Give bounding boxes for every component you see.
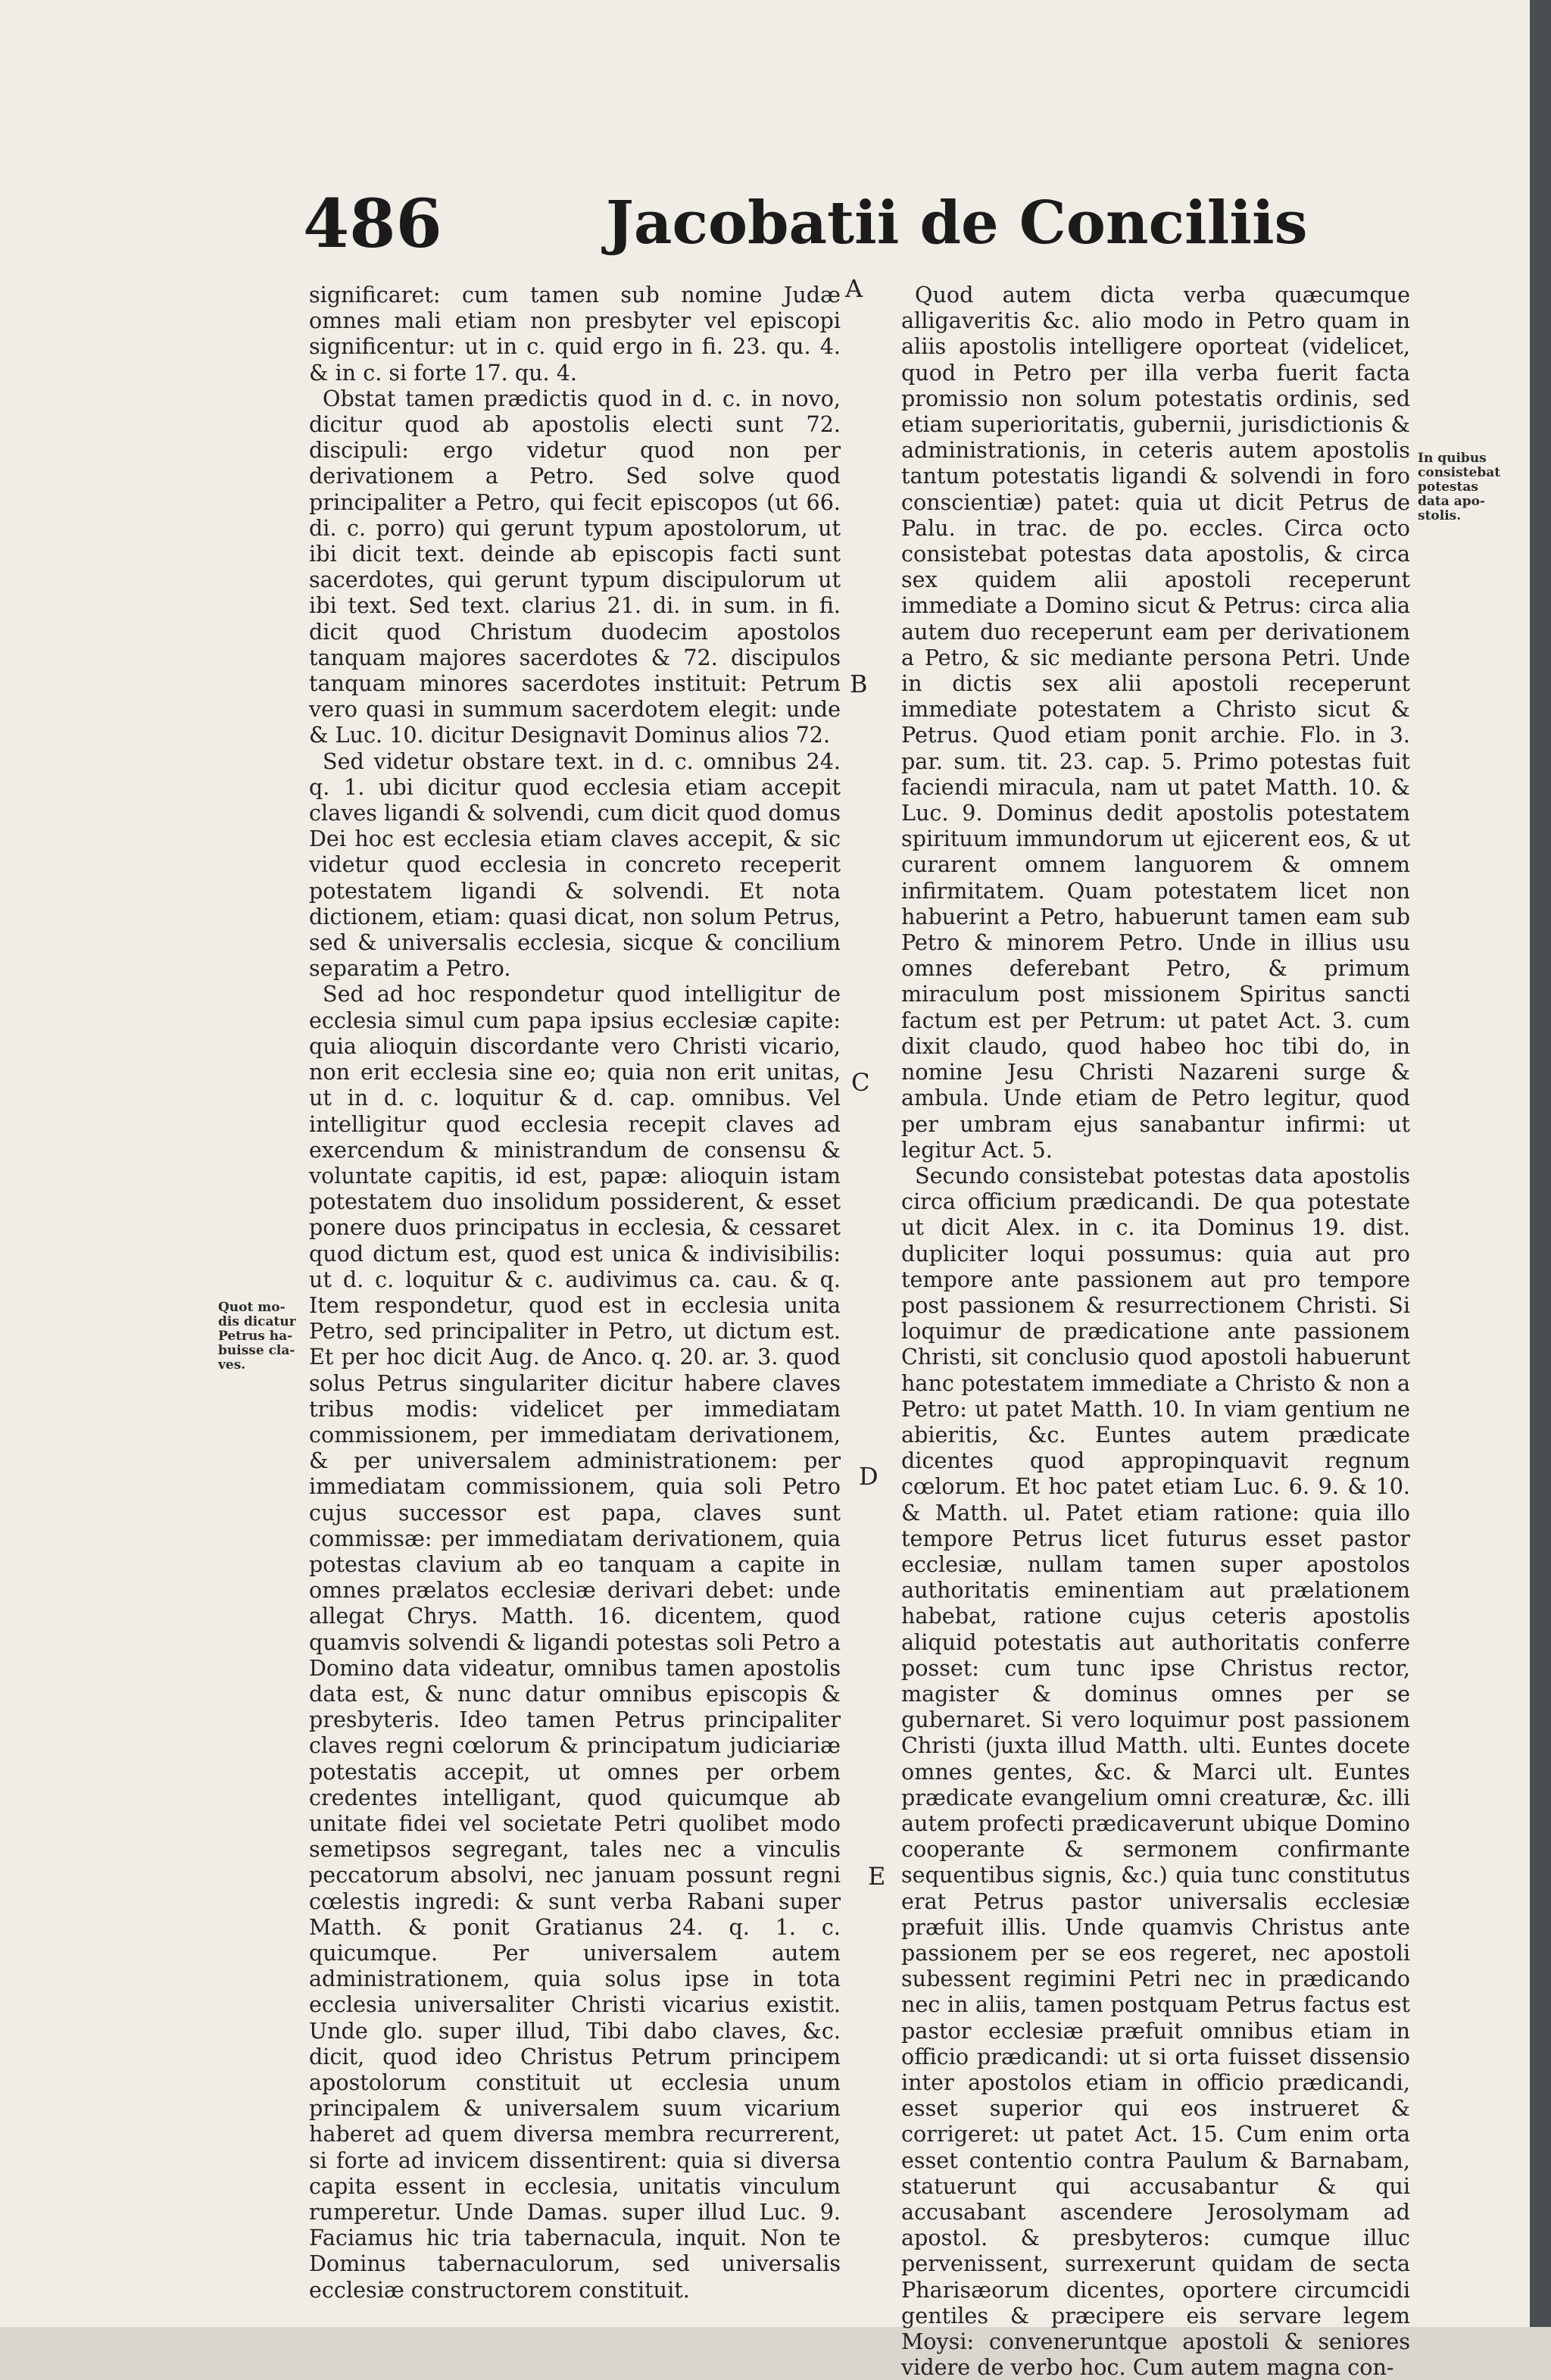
page-header [0,184,1308,269]
left-paragraph: Sed videtur obstare text. in d. c. omnibus 24. q. 1. ubi dicitur quod ecclesia etiam accepit claves ligandi & solvendi, cum dicit quod domus Dei hoc est ecclesia etiam claves accepit, & sic videtur quod ecclesia in concreto receperit potestatem ligandi & solvendi. Et nota dictionem, etiam: quasi dicat, non solum Petrus, sed & universalis ecclesia, sicque & concilium separatim a Petro. [309,748,841,982]
left-paragraph: Sed ad hoc respondetur quod intelligitur de ecclesia simul cum papa ipsius ecclesiæ capite: quia alioquin discordante vero Christi vicario, non erit ecclesia sine eo; quia non erit unitas, ut in d. c. loquitur & d. cap. omnibus. Vel intelligitur quod ecclesia recepit claves ad exercendum & ministrandum de consensu & voluntate capitis, id est, papæ: alioquin istam potestatem duo insolidum possiderent, & esset ponere duos principatus in ecclesia, & cessaret quod dictum est, quod est unica & indivisibilis: ut d. c. loquitur & c. audivimus ca. cau. & q. Item respondetur, quod est in ecclesia unita Petro, sed principaliter in Petro, ut dictum est. Et per hoc dicit Aug. de Anco. q. 20. ar. 3. quod solus Petrus singulariter dicitur habere claves tribus modis: videlicet per immediatam commissionem, per immediatam derivationem, & per universalem administrationem: per immediatam commissionem, quia soli Petro cujus successor est papa, claves sunt commissæ: per immediatam derivationem, quia potestas clavium ab eo tanquam a capite in omnes prælatos ecclesiæ derivari debet: unde allegat Chrys. Matth. 16. dicentem, quod quamvis solvendi & ligandi potestas soli Petro a Domino data videatur, omnibus tamen apostolis data est, & nunc datur omnibus episcopis & presbyteris. Ideo tamen Petrus principaliter claves regni cœlorum & principatum judiciariæ potestatis accepit, ut omnes per orbem credentes intelligant, quod quicumque ab unitate fidei vel societate Petri quolibet modo semetipsos segregant, tales nec a vinculis peccatorum absolvi, nec januam possunt regni cœlestis ingredi: & sunt verba Rabani super Matth. & ponit Gratianus 24. q. 1. c. quicumque. Per universalem autem administrationem, quia solus ipse in tota ecclesia universaliter Christi vicarius existit. Unde glo. super illud, Tibi dabo claves, &c. dicit, quod ideo Christus Petrum principem apostolorum constituit ut ecclesia unum principalem & universalem suum vicarium haberet ad quem diversa membra recurrerent, si forte ad invicem dissentirent: quia si diversa capita essent in ecclesia, unitatis vinculum rumperetur. Unde Damas. super illud Luc. 9. Faciamus hic tria tabernacula, inquit. Non te Dominus tabernaculorum, sed universalis ecclesiæ constructorem constituit. [309,981,841,2303]
page-number: 486 [303,184,442,263]
right-paragraph: Quod autem dicta verba quæcumque alligaveritis &c. alio modo in Petro quam in aliis apostolis intelligere oporteat (videlicet, quod in Petro per illa verba fuerit facta promissio non solum potestatis ordinis, sed etiam superioritatis, gubernii, jurisdictionis & administrationis, in ceteris autem apostolis tantum potestatis ligandi & solvendi in foro conscientiæ) patet: quia ut dicit Petrus de Palu. in trac. de po. eccles. Circa octo consistebat potestas data apostolis, & circa sex quidem alii apostoli receperunt immediate a Domino sicut & Petrus: circa alia autem duo receperunt eam per derivationem a Petro, & sic mediante persona Petri. Unde in dictis sex alii apostoli receperunt immediate potestatem a Christo sicut & Petrus. Quod etiam ponit archie. Flo. in 3. par. sum. tit. 23. cap. 5. Primo potestas fuit faciendi miracula, nam ut patet Matth. 10. & Luc. 9. Dominus dedit apostolis potestatem spirituum immundorum ut ejicerent eos, & ut curarent omnem languorem & omnem infirmitatem. Quam potestatem licet non habuerint a Petro, habuerunt tamen eam sub Petro & minorem Petro. Unde in illius usu omnes deferebant Petro, & primum miraculum post missionem Spiritus sancti factum est per Petrum: ut patet Act. 3. cum dixit claudo, quod habeo hoc tibi do, in nomine Jesu Christi Nazareni surge & ambula. Unde etiam de Petro legitur, quod per umbram ejus sanabantur infirmi: ut legitur Act. 5. [901,282,1410,1163]
section-letter-b: B [850,670,868,698]
running-title: Jacobatii de Conciliis [606,189,1308,258]
section-letter-e: E [868,1862,886,1891]
left-column [309,282,841,2303]
section-letter-d: D [859,1462,878,1491]
right-paragraph: Secundo consistebat potestas data apostolis circa officium prædicandi. De qua potestate ut dicit Alex. in c. ita Dominus 19. dist. dupliciter loqui possumus: quia aut pro tempore ante passionem aut pro tempore post passionem & resurrectionem Christi. Si loquimur de prædicatione ante passionem Christi, sit conclusio quod apostoli habuerunt hanc potestatem immediate a Christo & non a Petro: ut patet Matth. 10. In viam gentium ne abieritis, &c. Euntes autem prædicate dicentes quod appropinquavit regnum cœlorum. Et hoc patet etiam Luc. 6. 9. & 10. & Matth. ul. Patet etiam ratione: quia illo tempore Petrus licet futurus esset pastor ecclesiæ, nullam tamen super apostolos authoritatis eminentiam aut prælationem habebat, ratione cujus ceteris apostolis aliquid potestatis aut authoritatis conferre posset: cum tunc ipse Christus rector, magister & dominus omnes per se gubernaret. Si vero loquimur post passionem Christi (juxta illud Matth. ulti. Euntes docete omnes gentes, &c. & Marci ult. Euntes prædicate evangelium omni creaturæ, &c. illi autem profecti prædicaverunt ubique Domino cooperante & sermonem confirmante sequentibus signis, &c.) quia tunc constitutus erat Petrus pastor universalis ecclesiæ præfuit illis. Unde quamvis Christus ante passionem per se eos regeret, nec apostoli subessent regimini Petri nec in prædicando nec in aliis, tamen postquam Petrus factus est pastor ecclesiæ præfuit omnibus etiam in officio prædicandi: ut si orta fuisset dissensio inter apostolos etiam in officio prædicandi, esset superior qui eos instrueret & corrigeret: ut patet Act. 15. Cum enim orta esset contentio contra Paulum & Barnabam, statuerunt qui accusabantur & qui accusabant ascendere Jerosolymam ad apostol. & presbyteros: cumque illuc pervenissent, surrexerunt quidam de secta Pharisæorum dicentes, oportere circumcidi gentiles & præcipere eis servare legem Moysi: conveneruntque apostoli & seniores videre de verbo hoc. Cum autem magna con- [901,1162,1410,2380]
left-paragraph: Obstat tamen prædictis quod in d. c. in novo, dicitur quod ab apostolis electi sunt 72. discipuli: ergo videtur quod non per derivationem a Petro. Sed solve quod principaliter a Petro, qui fecit episcopos (ut 66. di. c. porro) qui gerunt typum apostolorum, ut ibi dicit text. deinde ab episcopis facti sunt sacerdotes, qui gerunt typum discipulorum ut ibi text. Sed text. clarius 21. di. in sum. in fi. dicit quod Christum duodecim apostolos tanquam majores sacerdotes & 72. discipulos tanquam minores sacerdotes instituit: Petrum vero quasi in summum sacerdotem elegit: unde & Luc. 10. dicitur Designavit Dominus alios 72. [309,385,841,748]
book-edge [1530,0,1551,2327]
section-letter-c: C [851,1068,870,1097]
section-letter-a: A [845,274,863,303]
left-paragraph: significaret: cum tamen sub nomine Judæ omnes mali etiam non presbyter vel episcopi significentur: ut in c. quid ergo in fi. 23. qu. 4. & in c. si forte 17. qu. 4. [309,282,841,386]
right-column [901,282,1410,2380]
marginal-note-right: In quibus consistebat potestas data apo- stolis. [1418,451,1501,523]
marginal-note-left: Quot mo- dis dicatur Petrus ha- buisse cla- ves. [218,1300,296,1373]
